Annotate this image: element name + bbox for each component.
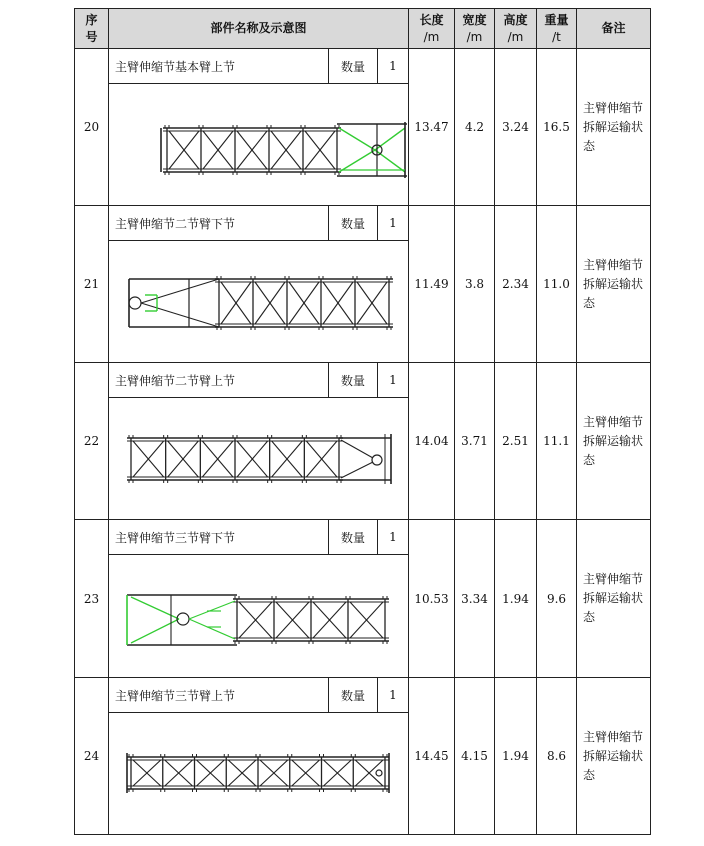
component-name: 主臂伸缩节三节臂下节 bbox=[115, 530, 236, 545]
row-length: 13.47 bbox=[409, 49, 455, 206]
row-length: 14.45 bbox=[409, 678, 455, 835]
component-table bbox=[74, 8, 651, 835]
header-row bbox=[75, 9, 651, 49]
header-width: 宽度 /m bbox=[455, 9, 495, 49]
row-weight: 9.6 bbox=[537, 520, 577, 678]
component-cell bbox=[109, 678, 409, 835]
header-name: 部件名称及示意图 bbox=[109, 9, 409, 49]
quantity-label: 数量 bbox=[328, 678, 377, 712]
quantity-value: 1 bbox=[377, 206, 408, 240]
component-cell bbox=[109, 363, 409, 520]
quantity-label: 数量 bbox=[328, 49, 377, 83]
row-seq: 24 bbox=[75, 678, 109, 835]
component-name: 主臂伸缩节三节臂上节 bbox=[115, 688, 236, 703]
row-length: 11.49 bbox=[409, 206, 455, 363]
header-height: 高度 /m bbox=[495, 9, 537, 49]
boom-section-drawing bbox=[109, 84, 409, 205]
row-height: 2.51 bbox=[495, 363, 537, 520]
row-seq: 21 bbox=[75, 206, 109, 363]
boom-section-drawing bbox=[109, 398, 409, 519]
component-cell bbox=[109, 49, 409, 206]
component-name-bar bbox=[109, 520, 408, 555]
table-row bbox=[75, 520, 651, 678]
boom-section-drawing bbox=[109, 555, 409, 677]
row-weight: 11.0 bbox=[537, 206, 577, 363]
quantity-value: 1 bbox=[377, 520, 408, 554]
row-length: 10.53 bbox=[409, 520, 455, 678]
header-weight: 重量 /t bbox=[537, 9, 577, 49]
row-height: 1.94 bbox=[495, 678, 537, 835]
component-name-bar bbox=[109, 206, 408, 241]
boom-section-drawing bbox=[109, 241, 409, 362]
row-seq: 20 bbox=[75, 49, 109, 206]
table-row bbox=[75, 678, 651, 835]
row-remark: 主臂伸缩节拆解运输状态 bbox=[577, 520, 651, 678]
quantity-label: 数量 bbox=[328, 206, 377, 240]
row-weight: 11.1 bbox=[537, 363, 577, 520]
row-length: 14.04 bbox=[409, 363, 455, 520]
row-height: 2.34 bbox=[495, 206, 537, 363]
row-height: 1.94 bbox=[495, 520, 537, 678]
table-row bbox=[75, 49, 651, 206]
component-name-bar bbox=[109, 363, 408, 398]
component-name-bar bbox=[109, 678, 408, 713]
row-weight: 8.6 bbox=[537, 678, 577, 835]
component-name: 主臂伸缩节二节臂上节 bbox=[115, 373, 236, 388]
row-width: 4.2 bbox=[455, 49, 495, 206]
row-height: 3.24 bbox=[495, 49, 537, 206]
row-width: 3.8 bbox=[455, 206, 495, 363]
quantity-value: 1 bbox=[377, 49, 408, 83]
header-length: 长度 /m bbox=[409, 9, 455, 49]
table-row bbox=[75, 206, 651, 363]
component-name: 主臂伸缩节二节臂下节 bbox=[115, 216, 236, 231]
row-weight: 16.5 bbox=[537, 49, 577, 206]
quantity-label: 数量 bbox=[328, 363, 377, 397]
row-seq: 22 bbox=[75, 363, 109, 520]
header-remark: 备注 bbox=[577, 9, 651, 49]
boom-section-drawing bbox=[109, 713, 409, 834]
row-remark: 主臂伸缩节拆解运输状态 bbox=[577, 206, 651, 363]
quantity-value: 1 bbox=[377, 363, 408, 397]
row-seq: 23 bbox=[75, 520, 109, 678]
quantity-value: 1 bbox=[377, 678, 408, 712]
table-row bbox=[75, 363, 651, 520]
component-name-bar bbox=[109, 49, 408, 84]
row-width: 3.71 bbox=[455, 363, 495, 520]
row-remark: 主臂伸缩节拆解运输状态 bbox=[577, 49, 651, 206]
row-width: 3.34 bbox=[455, 520, 495, 678]
quantity-label: 数量 bbox=[328, 520, 377, 554]
component-name: 主臂伸缩节基本臂上节 bbox=[115, 59, 236, 74]
component-cell bbox=[109, 520, 409, 678]
row-remark: 主臂伸缩节拆解运输状态 bbox=[577, 363, 651, 520]
header-seq: 序 号 bbox=[75, 9, 109, 49]
row-remark: 主臂伸缩节拆解运输状态 bbox=[577, 678, 651, 835]
component-cell bbox=[109, 206, 409, 363]
row-width: 4.15 bbox=[455, 678, 495, 835]
